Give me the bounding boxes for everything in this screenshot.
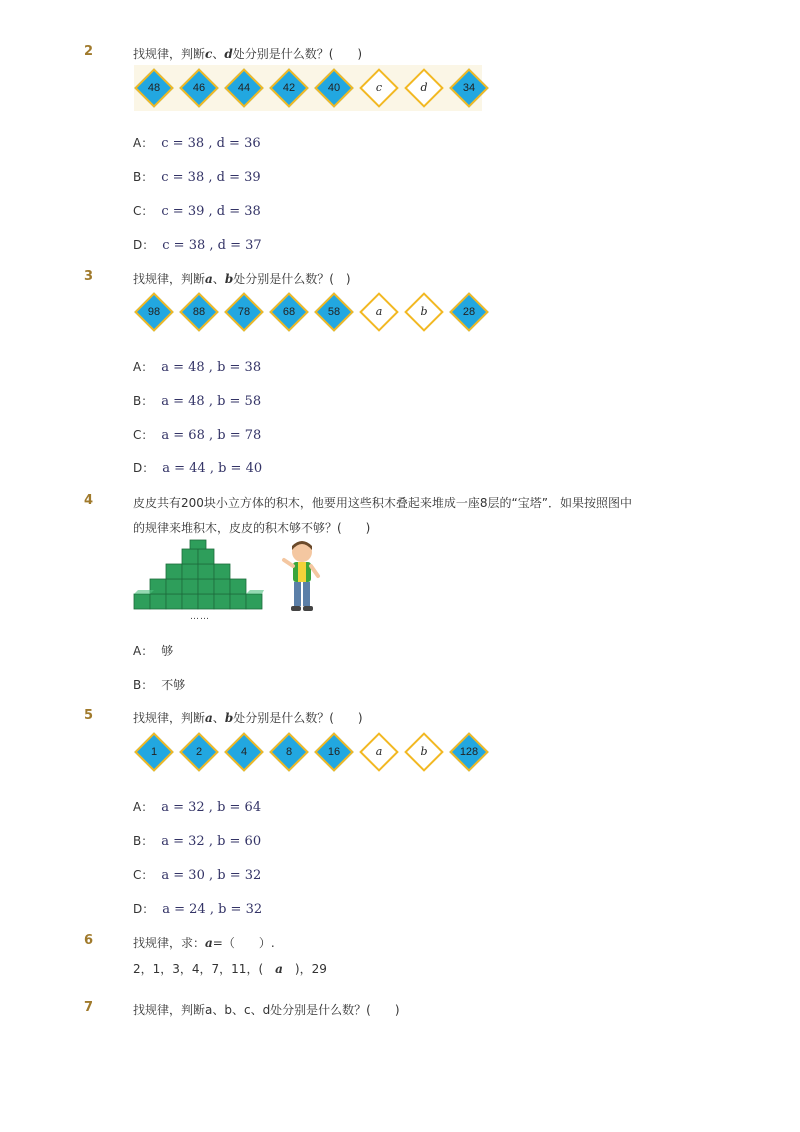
stem-text: 找规律，判断 [133,272,206,286]
question-number: 5 [84,708,94,723]
option-a[interactable] [133,642,173,659]
diamond-label: 1 [150,746,158,758]
option-math: a = 24 , b = 32 [162,902,263,917]
question-number: 4 [84,493,94,508]
diamond-label: 58 [327,306,341,318]
number-diamond [314,732,354,772]
option-letter: D： [133,902,155,916]
number-diamond [134,732,174,772]
option-a[interactable] [133,798,261,815]
option-b[interactable] [133,676,185,693]
unknown-diamond [359,68,399,108]
diamond-label: 46 [192,82,206,94]
option-letter: C： [133,428,154,442]
diamond-label: 16 [327,746,341,758]
option-letter: C： [133,868,154,882]
number-diamond [449,292,489,332]
number-diamond [179,292,219,332]
unknown-diamond [359,732,399,772]
separator: 、 [212,272,225,286]
number-diamond [314,68,354,108]
diamond-label: 48 [147,82,161,94]
option-math: c = 39 , d = 38 [161,204,261,219]
option-d[interactable] [133,236,262,253]
variable: a [205,936,213,950]
number-diamond [269,68,309,108]
option-letter: B： [133,170,154,184]
question-number: 2 [84,44,94,59]
diamond-label: 4 [240,746,248,758]
separator: 、 [212,47,225,61]
option-letter: A： [133,800,154,814]
diamond-label: a [375,305,383,318]
stem-text: 处分别是什么数？( ) [233,711,363,725]
diamond-label: c [375,81,383,94]
option-letter: C： [133,204,154,218]
number-diamond [224,732,264,772]
unknown-diamond [404,732,444,772]
number-diamond [134,68,174,108]
unknown-diamond [404,292,444,332]
option-letter: B： [133,394,154,408]
stem-text: 处分别是什么数？( ) [232,47,363,61]
option-b[interactable] [133,392,261,409]
option-letter: A： [133,360,154,374]
variable: d [224,47,233,61]
cube-pyramid-figure [133,538,265,612]
question-stem-line2: 的规律来堆积木，皮皮的积木够不够？( ) [133,521,371,535]
question-number: 7 [84,1000,94,1015]
stem-text: 找规律，判断 [133,711,206,725]
option-math: a = 48 , b = 58 [161,394,262,409]
question-stem [133,709,363,726]
number-diamond [179,68,219,108]
diamond-label: 34 [462,82,476,94]
diamond-label: 8 [285,746,293,758]
question-stem [133,934,275,951]
number-diamond [269,732,309,772]
diamond-label: 42 [282,82,296,94]
option-d[interactable] [133,459,262,476]
variable: c [205,47,213,61]
number-diamond [314,292,354,332]
option-a[interactable] [133,358,261,375]
number-diamond [224,68,264,108]
option-math: a = 32 , b = 60 [161,834,262,849]
option-letter: B： [133,678,154,692]
option-math: c = 38 , d = 36 [161,136,261,151]
diamond-label: 40 [327,82,341,94]
variable: a [275,962,283,976]
sequence-text: )，29 [282,962,327,976]
variable: a [205,272,213,286]
diamond-label: 28 [462,306,476,318]
option-math: a = 32 , b = 64 [161,800,262,815]
stem-text: 处分别是什么数？( ) [233,272,351,286]
question-number: 3 [84,269,94,284]
option-math: c = 38 , d = 39 [161,170,261,185]
stem-text: 找规律，求： [133,936,206,950]
question-stem [133,45,362,62]
boy-illustration [278,538,328,616]
option-c[interactable] [133,866,261,883]
option-math: a = 44 , b = 40 [162,461,263,476]
variable: b [224,272,234,286]
option-letter: D： [133,238,155,252]
option-math: a = 68 , b = 78 [161,428,262,443]
question-stem: 找规律，判断a、b、c、d处分别是什么数？( ) [133,1003,400,1017]
option-letter: D： [133,461,155,475]
variable: b [224,711,234,725]
sequence-strip [134,65,482,111]
diamond-label: 88 [192,306,206,318]
sequence-text: 2，1，3，4，7，11，( [133,962,276,976]
diamond-label: 68 [282,306,296,318]
option-c[interactable] [133,426,261,443]
variable: a [205,711,213,725]
number-diamond [449,68,489,108]
sequence-strip [134,289,496,335]
option-math: c = 38 , d = 37 [162,238,262,253]
option-math: a = 48 , b = 38 [161,360,262,375]
separator: 、 [212,711,225,725]
option-b[interactable] [133,168,261,185]
diamond-label: 2 [195,746,203,758]
diamond-label: 78 [237,306,251,318]
option-d[interactable] [133,900,262,917]
number-sequence [133,960,327,977]
option-a[interactable] [133,134,261,151]
stem-text: 找规律，判断 [133,47,206,61]
option-letter: B： [133,834,154,848]
diamond-label: b [420,745,428,758]
option-math: a = 30 , b = 32 [161,868,262,883]
diamond-label: 98 [147,306,161,318]
stem-text: =（ ）. [212,936,275,950]
number-diamond [224,292,264,332]
number-diamond [134,292,174,332]
unknown-diamond [359,292,399,332]
option-text: 够 [161,644,174,658]
question-number: 6 [84,933,94,948]
option-c[interactable] [133,202,261,219]
number-diamond [449,732,489,772]
diamond-label: 128 [459,746,479,758]
question-stem [133,270,351,287]
option-letter: A： [133,644,154,658]
question-stem-line1: 皮皮共有200块小立方体的积木，他要用这些积木叠起来堆成一座8层的“宝塔”．如果按照图中 [133,496,632,510]
option-text: 不够 [161,678,186,692]
option-b[interactable] [133,832,261,849]
unknown-diamond [404,68,444,108]
ellipsis: …… [190,612,210,622]
diamond-label: d [420,81,428,94]
diamond-label: 44 [237,82,251,94]
number-diamond [179,732,219,772]
option-letter: A： [133,136,154,150]
sequence-strip [134,729,496,775]
number-diamond [269,292,309,332]
diamond-label: a [375,745,383,758]
diamond-label: b [420,305,428,318]
